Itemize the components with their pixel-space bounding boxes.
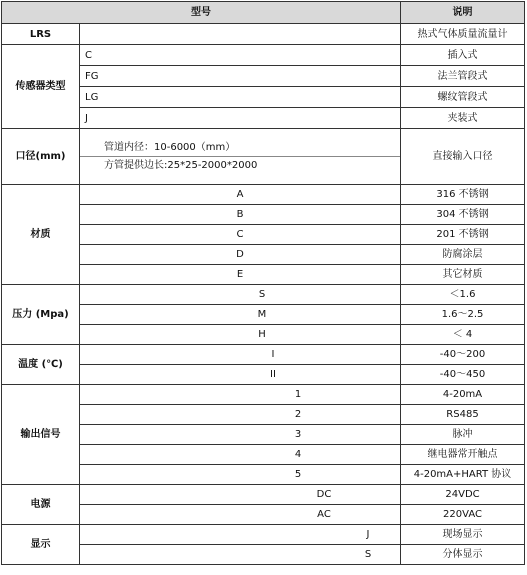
desc-cell: 1.6～2.5 [401, 305, 525, 325]
table-row [2, 425, 525, 445]
code-cell: J [80, 108, 401, 129]
code-cell: I [80, 345, 401, 365]
code-cell: LG [80, 87, 401, 108]
code-cell: 4 [80, 445, 401, 465]
desc-cell: -40～200 [401, 345, 525, 365]
table-row [2, 245, 525, 265]
category-display: 显示 [2, 525, 80, 565]
table-row [2, 129, 525, 185]
desc-cell: 螺纹管段式 [401, 87, 525, 108]
table-row [2, 285, 525, 305]
table-row [2, 185, 525, 205]
table-row [2, 445, 525, 465]
category-lrs: LRS [2, 24, 80, 45]
table-row [2, 87, 525, 108]
desc-cell: -40～450 [401, 365, 525, 385]
model-selection-table [1, 1, 525, 565]
table-row [2, 225, 525, 245]
code-cell: DC [80, 485, 401, 505]
desc-cell: ＜1.6 [401, 285, 525, 305]
desc-cell: 继电器常开触点 [401, 445, 525, 465]
table-row [2, 545, 525, 565]
table-row [2, 405, 525, 425]
code-cell [80, 129, 401, 185]
desc-cell: ＜ 4 [401, 325, 525, 345]
code-cell: 2 [80, 405, 401, 425]
desc-cell: 220VAC [401, 505, 525, 525]
desc-cell: 分体显示 [401, 545, 525, 565]
code-cell: J [80, 525, 401, 545]
code-cell [80, 24, 401, 45]
code-cell: S [80, 285, 401, 305]
code-cell: E [80, 265, 401, 285]
table-row [2, 325, 525, 345]
table-row [2, 525, 525, 545]
table-row [2, 265, 525, 285]
category-output: 输出信号 [2, 385, 80, 485]
desc-cell: 现场显示 [401, 525, 525, 545]
table-row [2, 365, 525, 385]
table-row [2, 108, 525, 129]
code-cell: H [80, 325, 401, 345]
category-material: 材质 [2, 185, 80, 285]
desc-cell: 插入式 [401, 45, 525, 66]
desc-cell: 304 不锈钢 [401, 205, 525, 225]
desc-cell: 脉冲 [401, 425, 525, 445]
code-cell: 1 [80, 385, 401, 405]
table-row [2, 485, 525, 505]
desc-cell: 夹装式 [401, 108, 525, 129]
category-pressure: 压力 (Mpa) [2, 285, 80, 345]
code-cell: B [80, 205, 401, 225]
code-cell: II [80, 365, 401, 385]
code-cell: D [80, 245, 401, 265]
desc-cell: 防腐涂层 [401, 245, 525, 265]
desc-cell: 其它材质 [401, 265, 525, 285]
code-cell: A [80, 185, 401, 205]
table-row [2, 66, 525, 87]
table-row [2, 205, 525, 225]
category-sensor: 传感器类型 [2, 45, 80, 129]
code-cell: 5 [80, 465, 401, 485]
category-power: 电源 [2, 485, 80, 525]
desc-cell: 201 不锈钢 [401, 225, 525, 245]
desc-cell: RS485 [401, 405, 525, 425]
table-row [2, 385, 525, 405]
code-cell: M [80, 305, 401, 325]
desc-cell: 直接输入口径 [401, 129, 525, 185]
desc-cell: 热式气体质量流量计 [401, 24, 525, 45]
table-row [2, 24, 525, 45]
category-temperature: 温度 (℃) [2, 345, 80, 385]
table-row [2, 505, 525, 525]
category-diameter: 口径(mm) [2, 129, 80, 185]
desc-cell: 24VDC [401, 485, 525, 505]
code-cell: C [80, 45, 401, 66]
table-row [2, 345, 525, 365]
diameter-line-2: 方管提供边长:25*25-2000*2000 [104, 160, 258, 171]
header-row [2, 2, 525, 24]
table-row [2, 465, 525, 485]
desc-cell: 法兰管段式 [401, 66, 525, 87]
code-cell: C [80, 225, 401, 245]
header-desc: 说明 [401, 2, 525, 24]
table-row [2, 45, 525, 66]
table-row [2, 305, 525, 325]
diameter-line-1: 管道内径：10-6000（mm） [80, 139, 400, 157]
desc-cell: 4-20mA [401, 385, 525, 405]
desc-cell: 4-20mA+HART 协议 [401, 465, 525, 485]
header-model: 型号 [2, 2, 401, 24]
code-cell: S [80, 545, 401, 565]
code-cell: 3 [80, 425, 401, 445]
code-cell: FG [80, 66, 401, 87]
code-cell: AC [80, 505, 401, 525]
desc-cell: 316 不锈钢 [401, 185, 525, 205]
